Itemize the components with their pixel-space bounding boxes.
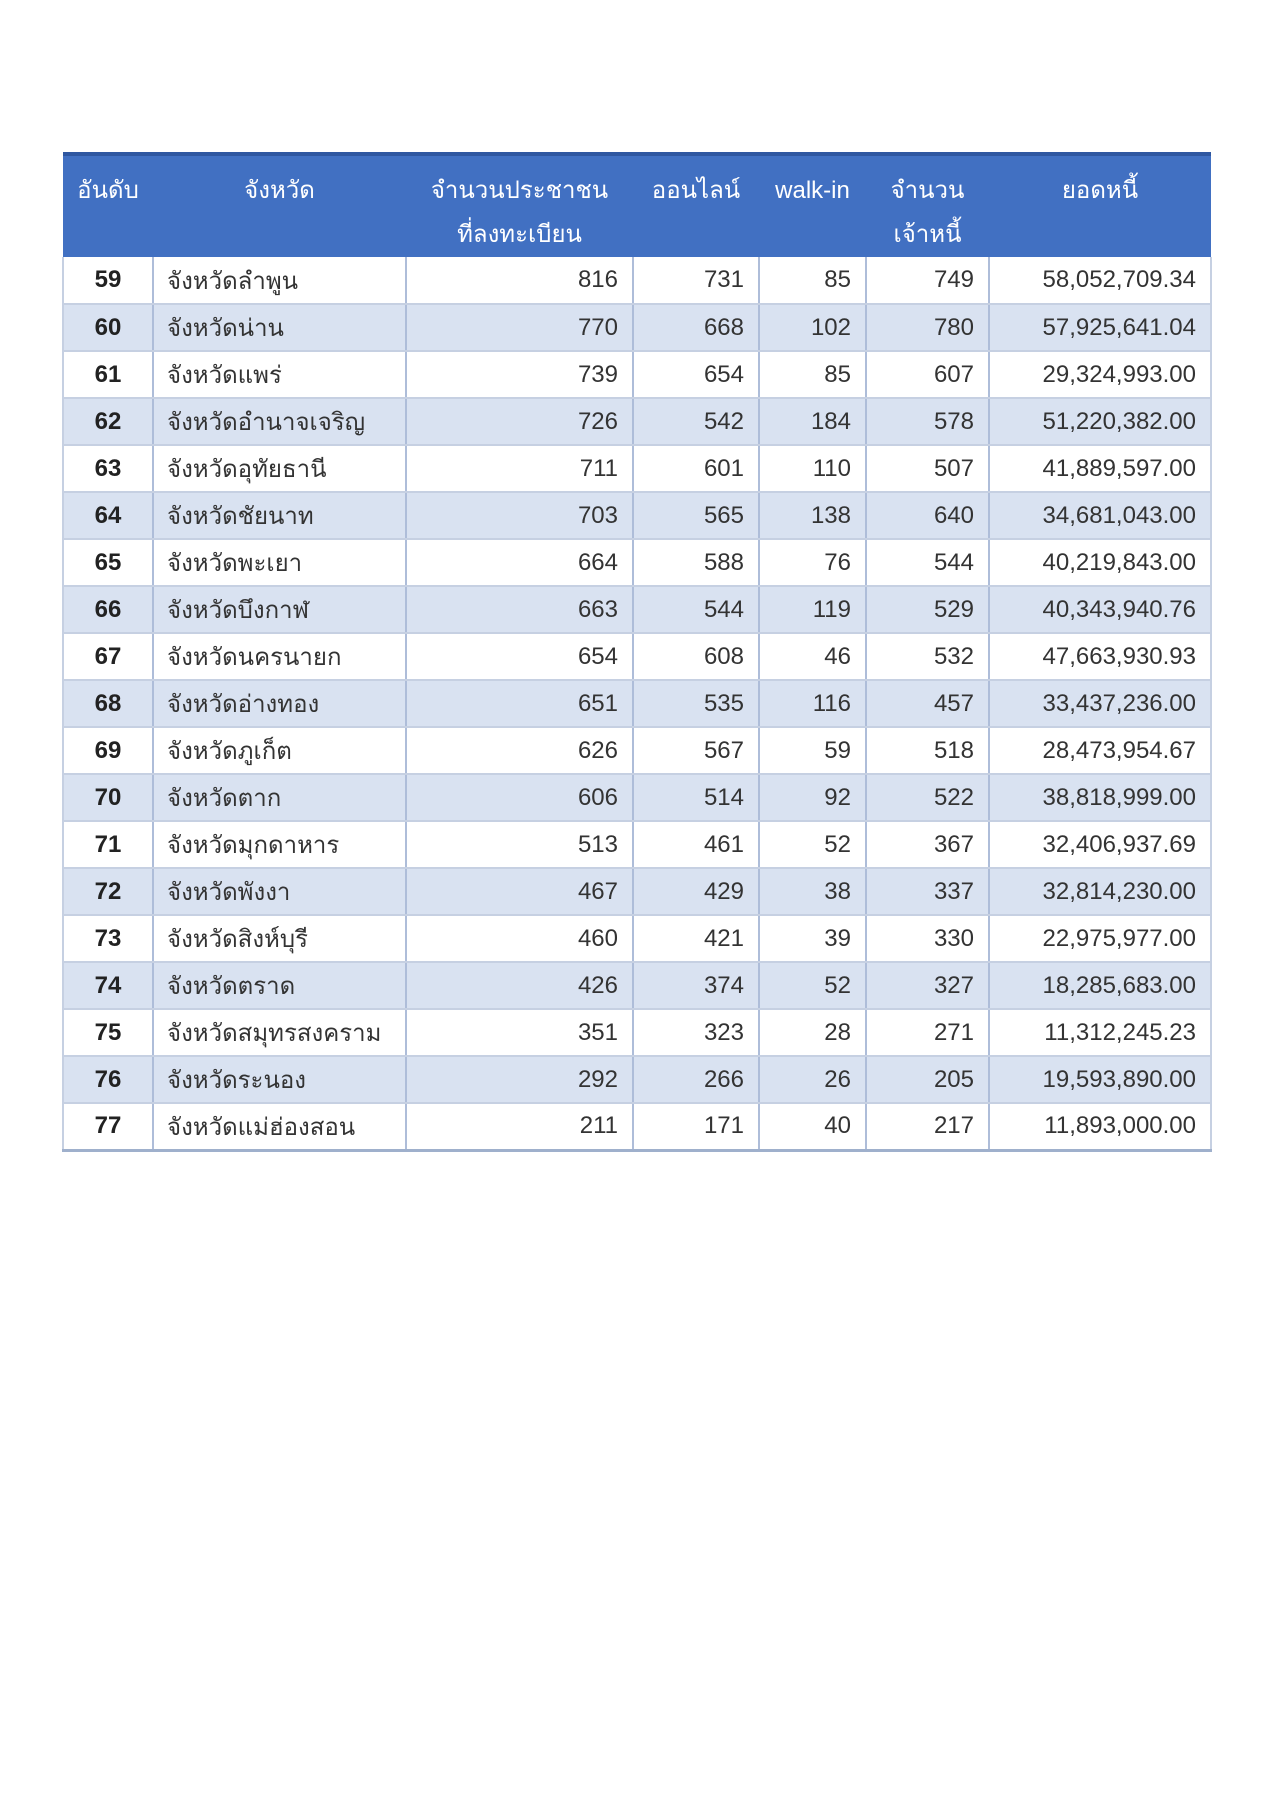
table-row <box>63 351 1211 398</box>
cell-registered: 513 <box>406 821 633 868</box>
cell-online: 731 <box>633 257 759 304</box>
cell-rank: 62 <box>63 398 153 445</box>
cell-province: จังหวัดแม่ฮ่องสอน <box>153 1103 406 1150</box>
cell-rank: 66 <box>63 586 153 633</box>
cell-walkin: 116 <box>759 680 866 727</box>
cell-rank: 60 <box>63 304 153 351</box>
header-registered <box>406 154 633 257</box>
cell-registered: 606 <box>406 774 633 821</box>
cell-walkin: 184 <box>759 398 866 445</box>
cell-online: 588 <box>633 539 759 586</box>
cell-walkin: 38 <box>759 868 866 915</box>
cell-province: จังหวัดสมุทรสงคราม <box>153 1009 406 1056</box>
cell-registered: 739 <box>406 351 633 398</box>
header-rank-label: อันดับ <box>77 177 139 204</box>
cell-walkin: 52 <box>759 821 866 868</box>
header-creditors-line2: เจ้าหนี้ <box>893 221 962 248</box>
cell-walkin: 46 <box>759 633 866 680</box>
header-creditors <box>866 154 989 257</box>
cell-creditors: 529 <box>866 586 989 633</box>
cell-registered: 711 <box>406 445 633 492</box>
table-row <box>63 962 1211 1009</box>
header-walkin-label: walk-in <box>775 177 850 204</box>
cell-walkin: 119 <box>759 586 866 633</box>
cell-online: 668 <box>633 304 759 351</box>
cell-walkin: 52 <box>759 962 866 1009</box>
table-row <box>63 680 1211 727</box>
cell-creditors: 337 <box>866 868 989 915</box>
cell-province: จังหวัดแพร่ <box>153 351 406 398</box>
cell-debt: 51,220,382.00 <box>989 398 1211 445</box>
province-debt-table <box>62 152 1212 1152</box>
cell-province: จังหวัดภูเก็ต <box>153 727 406 774</box>
cell-province: จังหวัดลำพูน <box>153 257 406 304</box>
cell-province: จังหวัดน่าน <box>153 304 406 351</box>
cell-registered: 351 <box>406 1009 633 1056</box>
cell-debt: 40,219,843.00 <box>989 539 1211 586</box>
cell-creditors: 578 <box>866 398 989 445</box>
cell-debt: 18,285,683.00 <box>989 962 1211 1009</box>
cell-walkin: 85 <box>759 257 866 304</box>
cell-registered: 663 <box>406 586 633 633</box>
cell-online: 429 <box>633 868 759 915</box>
cell-debt: 32,406,937.69 <box>989 821 1211 868</box>
cell-debt: 22,975,977.00 <box>989 915 1211 962</box>
cell-rank: 72 <box>63 868 153 915</box>
cell-debt: 40,343,940.76 <box>989 586 1211 633</box>
cell-registered: 426 <box>406 962 633 1009</box>
table-row <box>63 915 1211 962</box>
cell-province: จังหวัดบึงกาฬ <box>153 586 406 633</box>
cell-debt: 38,818,999.00 <box>989 774 1211 821</box>
cell-debt: 58,052,709.34 <box>989 257 1211 304</box>
header-online-label: ออนไลน์ <box>651 177 741 204</box>
cell-debt: 28,473,954.67 <box>989 727 1211 774</box>
cell-creditors: 327 <box>866 962 989 1009</box>
cell-rank: 64 <box>63 492 153 539</box>
header-rank <box>63 154 153 257</box>
cell-creditors: 780 <box>866 304 989 351</box>
cell-online: 374 <box>633 962 759 1009</box>
cell-online: 567 <box>633 727 759 774</box>
cell-walkin: 40 <box>759 1103 866 1150</box>
cell-creditors: 507 <box>866 445 989 492</box>
cell-online: 535 <box>633 680 759 727</box>
cell-province: จังหวัดตาก <box>153 774 406 821</box>
cell-creditors: 205 <box>866 1056 989 1103</box>
cell-registered: 654 <box>406 633 633 680</box>
cell-province: จังหวัดพังงา <box>153 868 406 915</box>
cell-registered: 770 <box>406 304 633 351</box>
cell-creditors: 640 <box>866 492 989 539</box>
cell-debt: 11,893,000.00 <box>989 1103 1211 1150</box>
header-debt <box>989 154 1211 257</box>
cell-creditors: 330 <box>866 915 989 962</box>
table-row <box>63 727 1211 774</box>
header-province-label: จังหวัด <box>244 177 315 204</box>
cell-walkin: 110 <box>759 445 866 492</box>
cell-creditors: 518 <box>866 727 989 774</box>
cell-creditors: 367 <box>866 821 989 868</box>
cell-rank: 76 <box>63 1056 153 1103</box>
cell-registered: 726 <box>406 398 633 445</box>
table-row <box>63 1009 1211 1056</box>
cell-creditors: 271 <box>866 1009 989 1056</box>
table-header <box>63 154 1211 257</box>
cell-debt: 29,324,993.00 <box>989 351 1211 398</box>
cell-registered: 816 <box>406 257 633 304</box>
table-row <box>63 1056 1211 1103</box>
cell-walkin: 92 <box>759 774 866 821</box>
cell-rank: 74 <box>63 962 153 1009</box>
cell-rank: 71 <box>63 821 153 868</box>
header-province <box>153 154 406 257</box>
cell-online: 565 <box>633 492 759 539</box>
cell-province: จังหวัดนครนายก <box>153 633 406 680</box>
cell-province: จังหวัดมุกดาหาร <box>153 821 406 868</box>
cell-debt: 33,437,236.00 <box>989 680 1211 727</box>
cell-rank: 69 <box>63 727 153 774</box>
cell-registered: 651 <box>406 680 633 727</box>
cell-online: 171 <box>633 1103 759 1150</box>
cell-online: 544 <box>633 586 759 633</box>
cell-walkin: 85 <box>759 351 866 398</box>
cell-debt: 32,814,230.00 <box>989 868 1211 915</box>
cell-online: 421 <box>633 915 759 962</box>
cell-walkin: 26 <box>759 1056 866 1103</box>
cell-creditors: 607 <box>866 351 989 398</box>
cell-walkin: 138 <box>759 492 866 539</box>
cell-rank: 63 <box>63 445 153 492</box>
cell-rank: 65 <box>63 539 153 586</box>
table-row <box>63 492 1211 539</box>
table-row <box>63 257 1211 304</box>
table-row <box>63 774 1211 821</box>
cell-online: 542 <box>633 398 759 445</box>
cell-rank: 75 <box>63 1009 153 1056</box>
cell-online: 461 <box>633 821 759 868</box>
cell-walkin: 59 <box>759 727 866 774</box>
cell-debt: 41,889,597.00 <box>989 445 1211 492</box>
table-body <box>63 257 1211 1150</box>
cell-province: จังหวัดสิงห์บุรี <box>153 915 406 962</box>
cell-debt: 11,312,245.23 <box>989 1009 1211 1056</box>
cell-walkin: 76 <box>759 539 866 586</box>
table-row <box>63 539 1211 586</box>
table-row <box>63 1103 1211 1150</box>
cell-registered: 292 <box>406 1056 633 1103</box>
table-row <box>63 633 1211 680</box>
table-header-row <box>63 154 1211 257</box>
table-row <box>63 398 1211 445</box>
header-creditors-line1: จำนวน <box>890 177 965 204</box>
cell-creditors: 522 <box>866 774 989 821</box>
cell-registered: 460 <box>406 915 633 962</box>
cell-debt: 47,663,930.93 <box>989 633 1211 680</box>
cell-registered: 703 <box>406 492 633 539</box>
cell-debt: 57,925,641.04 <box>989 304 1211 351</box>
cell-province: จังหวัดพะเยา <box>153 539 406 586</box>
cell-walkin: 102 <box>759 304 866 351</box>
cell-province: จังหวัดชัยนาท <box>153 492 406 539</box>
header-registered-line2: ที่ลงทะเบียน <box>457 221 582 248</box>
cell-online: 601 <box>633 445 759 492</box>
cell-walkin: 39 <box>759 915 866 962</box>
cell-province: จังหวัดระนอง <box>153 1056 406 1103</box>
cell-registered: 467 <box>406 868 633 915</box>
cell-creditors: 217 <box>866 1103 989 1150</box>
cell-rank: 59 <box>63 257 153 304</box>
cell-rank: 73 <box>63 915 153 962</box>
cell-online: 608 <box>633 633 759 680</box>
cell-rank: 61 <box>63 351 153 398</box>
cell-creditors: 749 <box>866 257 989 304</box>
header-registered-line1: จำนวนประชาชน <box>430 177 609 204</box>
cell-walkin: 28 <box>759 1009 866 1056</box>
table-row <box>63 304 1211 351</box>
table-row <box>63 821 1211 868</box>
cell-province: จังหวัดตราด <box>153 962 406 1009</box>
cell-rank: 67 <box>63 633 153 680</box>
cell-province: จังหวัดอุทัยธานี <box>153 445 406 492</box>
cell-creditors: 457 <box>866 680 989 727</box>
table-row <box>63 445 1211 492</box>
cell-online: 323 <box>633 1009 759 1056</box>
cell-rank: 68 <box>63 680 153 727</box>
cell-province: จังหวัดอำนาจเจริญ <box>153 398 406 445</box>
cell-debt: 34,681,043.00 <box>989 492 1211 539</box>
cell-registered: 211 <box>406 1103 633 1150</box>
header-debt-label: ยอดหนี้ <box>1061 177 1139 204</box>
cell-province: จังหวัดอ่างทอง <box>153 680 406 727</box>
cell-rank: 70 <box>63 774 153 821</box>
header-walkin <box>759 154 866 257</box>
header-online <box>633 154 759 257</box>
cell-online: 654 <box>633 351 759 398</box>
table-row <box>63 586 1211 633</box>
cell-rank: 77 <box>63 1103 153 1150</box>
cell-debt: 19,593,890.00 <box>989 1056 1211 1103</box>
cell-registered: 664 <box>406 539 633 586</box>
cell-creditors: 532 <box>866 633 989 680</box>
table-row <box>63 868 1211 915</box>
cell-online: 266 <box>633 1056 759 1103</box>
cell-creditors: 544 <box>866 539 989 586</box>
cell-registered: 626 <box>406 727 633 774</box>
cell-online: 514 <box>633 774 759 821</box>
